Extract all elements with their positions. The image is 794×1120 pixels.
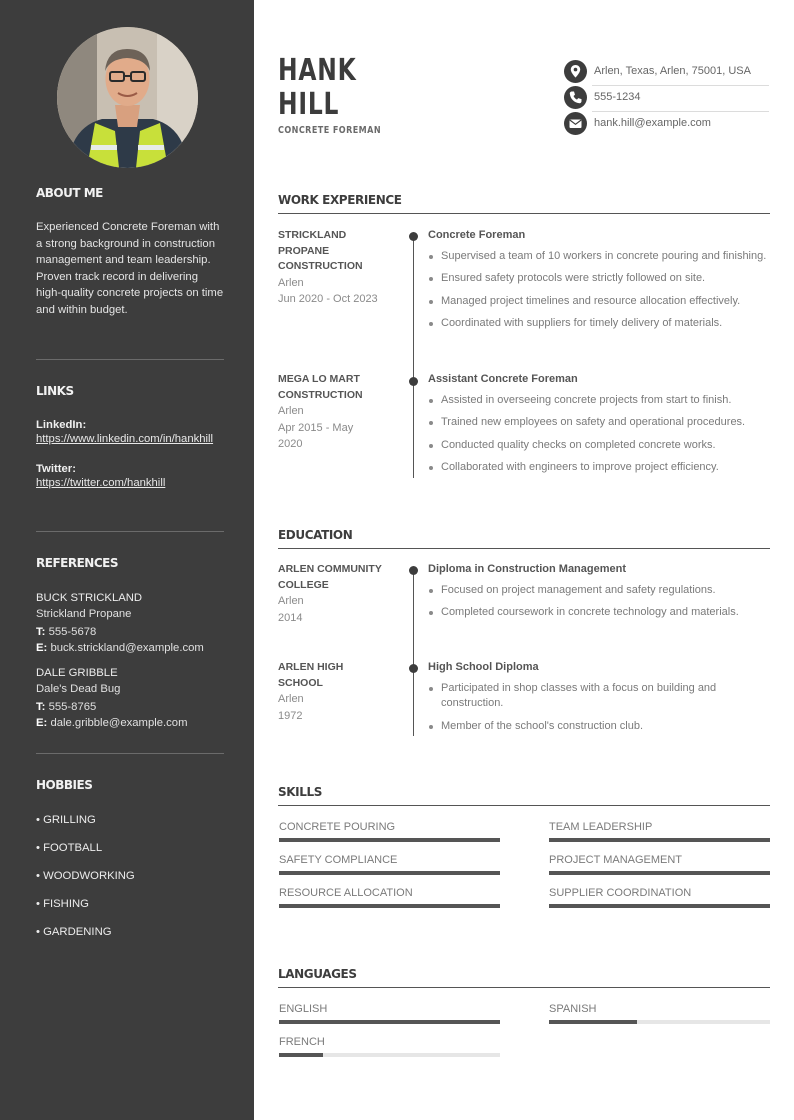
skill-bar <box>279 871 500 875</box>
work-heading: WORK EXPERIENCE <box>278 193 402 207</box>
achievement-list <box>428 681 770 734</box>
divider <box>278 213 770 214</box>
reference-email-value: buck.strickland@example.com <box>50 641 204 654</box>
reference-item <box>36 591 224 656</box>
skill-item <box>279 886 500 908</box>
link-item-twitter <box>36 463 224 492</box>
twitter-link[interactable]: https://twitter.com/hankhill <box>36 476 166 489</box>
achievement-item: Participated in shop classes with a focus on building and construction. <box>428 681 770 712</box>
reference-company: Dale's Dead Bug <box>36 682 121 695</box>
portrait-photo-icon <box>57 27 198 168</box>
email-text: hank.hill@example.com <box>594 117 711 129</box>
location-pin-icon <box>564 60 587 83</box>
achievement-item: Completed coursework in concrete technology and materials. <box>428 605 770 620</box>
references-heading: REFERENCES <box>36 556 118 570</box>
profile-photo <box>57 27 198 168</box>
links-heading: LINKS <box>36 384 74 398</box>
divider <box>36 359 224 360</box>
linkedin-link[interactable]: https://www.linkedin.com/in/hankhill <box>36 433 214 445</box>
skill-bar <box>549 838 770 842</box>
email-label: E: <box>36 641 48 654</box>
references-section <box>36 556 224 731</box>
work-entry-left <box>278 372 396 453</box>
skill-label: RESOURCE ALLOCATION <box>279 887 413 899</box>
school-location: Arlen <box>278 693 304 705</box>
employer-location: Arlen <box>278 276 304 289</box>
reference-phone-value: 555-8765 <box>48 701 97 713</box>
reference-name: DALE GRIBBLE <box>36 667 118 679</box>
duty-item: Conducted quality checks on completed concrete works. <box>428 438 770 453</box>
education-heading: EDUCATION <box>278 528 353 542</box>
hobby-item: • GARDENING <box>36 926 112 938</box>
language-label: ENGLISH <box>279 1003 328 1015</box>
employer-location: Arlen <box>278 405 304 417</box>
skill-item <box>549 853 770 875</box>
timeline-line <box>413 570 414 736</box>
employer-name: STRICKLAND PROPANE CONSTRUCTION <box>278 229 363 272</box>
divider <box>36 531 224 532</box>
duty-item: Managed project timelines and resource allocation effectively. <box>428 294 770 309</box>
achievement-list <box>428 583 770 621</box>
hobby-item: • GRILLING <box>36 814 96 826</box>
language-label: FRENCH <box>279 1036 325 1048</box>
timeline-line <box>413 236 414 478</box>
skill-bar-fill <box>549 838 770 842</box>
phone-label: T: <box>36 701 46 713</box>
skill-label: CONCRETE POURING <box>279 821 396 833</box>
education-entry-left <box>278 660 396 724</box>
achievement-item: Focused on project management and safety regulations. <box>428 583 770 598</box>
reference-company: Strickland Propane <box>36 607 132 620</box>
skill-label: PROJECT MANAGEMENT <box>549 854 683 866</box>
duty-item: Supervised a team of 10 workers in concrete pouring and finishing. <box>428 249 770 264</box>
skill-label: SAFETY COMPLIANCE <box>279 854 398 866</box>
name-last: HILL <box>278 87 340 122</box>
hobby-item: • FOOTBALL <box>36 842 103 854</box>
timeline-dot <box>409 566 418 575</box>
divider <box>278 805 770 806</box>
job-title: CONCRETE FOREMAN <box>278 125 382 136</box>
work-entry-right <box>428 372 770 482</box>
language-item <box>279 1002 500 1024</box>
duty-item: Trained new employees on safety and operational procedures. <box>428 415 770 430</box>
work-entry-left <box>278 228 396 308</box>
language-bar-fill <box>549 1020 637 1024</box>
skill-bar <box>549 904 770 908</box>
skill-bar-fill <box>279 838 500 842</box>
skill-label: TEAM LEADERSHIP <box>549 821 653 833</box>
timeline-dot <box>409 232 418 241</box>
divider <box>278 548 770 549</box>
language-item <box>549 1002 770 1024</box>
skill-item <box>549 820 770 842</box>
skill-item <box>279 820 500 842</box>
hobbies-list <box>36 812 224 952</box>
role-title: Concrete Foreman <box>428 229 526 241</box>
skill-label: SUPPLIER COORDINATION <box>549 887 692 899</box>
reference-phone-value: 555-5678 <box>48 626 97 638</box>
skill-bar <box>279 904 500 908</box>
duty-item: Coordinated with suppliers for timely delivery of materials. <box>428 316 770 331</box>
link-item-linkedin <box>36 419 224 448</box>
reference-email-value: dale.gribble@example.com <box>50 716 188 729</box>
skill-bar <box>549 871 770 875</box>
degree-title: Diploma in Construction Management <box>428 563 627 575</box>
person-name <box>278 54 357 122</box>
employment-dates: Apr 2015 - May 2020 <box>278 421 354 450</box>
address-text: Arlen, Texas, Arlen, 75001, USA <box>594 65 751 77</box>
about-section <box>36 186 224 318</box>
duty-item: Ensured safety protocols were strictly followed on site. <box>428 271 770 286</box>
language-bar-fill <box>279 1053 323 1057</box>
skill-bar-fill <box>279 871 500 875</box>
duty-list <box>428 249 770 331</box>
links-section <box>36 384 224 491</box>
timeline-dot <box>409 377 418 386</box>
duty-item: Collaborated with engineers to improve project efficiency. <box>428 460 770 475</box>
school-name: ARLEN COMMUNITY COLLEGE <box>278 563 382 591</box>
language-item <box>279 1035 500 1057</box>
contact-phone <box>564 86 769 112</box>
about-heading: ABOUT ME <box>36 186 103 200</box>
divider <box>278 987 770 988</box>
graduation-year: 2014 <box>278 611 303 624</box>
school-name: ARLEN HIGH SCHOOL <box>278 661 344 689</box>
link-label: Twitter: <box>36 462 76 475</box>
hobby-item: • WOODWORKING <box>36 870 135 882</box>
hobby-item: • FISHING <box>36 898 89 910</box>
language-bar <box>279 1053 500 1057</box>
timeline-dot <box>409 664 418 673</box>
skill-bar-fill <box>279 904 500 908</box>
contact-address <box>564 60 769 86</box>
achievement-item: Member of the school's construction club. <box>428 719 770 734</box>
skill-item <box>549 886 770 908</box>
divider <box>36 753 224 754</box>
education-entry-right <box>428 562 770 628</box>
reference-phone <box>36 625 224 641</box>
main-content <box>278 0 770 1120</box>
language-bar-fill <box>279 1020 500 1024</box>
reference-phone <box>36 700 224 716</box>
education-entry-right <box>428 660 770 741</box>
skill-item <box>279 853 500 875</box>
link-label: LinkedIn: <box>36 419 87 431</box>
phone-icon <box>564 86 587 109</box>
reference-item <box>36 666 224 731</box>
name-first: HANK <box>278 53 357 88</box>
sidebar <box>0 0 254 1120</box>
hobbies-section <box>36 778 224 952</box>
school-location: Arlen <box>278 595 304 607</box>
language-bar <box>549 1020 770 1024</box>
employment-dates: Jun 2020 - Oct 2023 <box>278 293 378 305</box>
graduation-year: 1972 <box>278 709 303 722</box>
hobbies-heading: HOBBIES <box>36 778 93 792</box>
phone-text: 555-1234 <box>594 91 641 103</box>
envelope-icon <box>564 112 587 135</box>
role-title: Assistant Concrete Foreman <box>428 373 578 385</box>
skill-bar-fill <box>549 871 770 875</box>
degree-title: High School Diploma <box>428 661 539 673</box>
contact-email <box>564 112 769 138</box>
duty-item: Assisted in overseeing concrete projects from start to finish. <box>428 393 770 408</box>
education-entry-left <box>278 562 396 626</box>
reference-email <box>36 716 224 732</box>
about-text: Experienced Concrete Foreman with a strong background in construction management and team leadership. Proven track record in delivering high-quality concrete projects on time and within budget. <box>36 221 224 316</box>
reference-email <box>36 641 224 657</box>
skill-bar-fill <box>549 904 770 908</box>
work-entry-right <box>428 228 770 338</box>
phone-label: T: <box>36 626 46 638</box>
employer-name: MEGA LO MART CONSTRUCTION <box>278 373 363 401</box>
languages-heading: LANGUAGES <box>278 967 357 981</box>
reference-name: BUCK STRICKLAND <box>36 592 143 604</box>
language-bar <box>279 1020 500 1024</box>
email-label: E: <box>36 716 48 729</box>
skills-heading: SKILLS <box>278 785 322 799</box>
language-label: SPANISH <box>549 1003 597 1015</box>
skill-bar <box>279 838 500 842</box>
duty-list <box>428 393 770 475</box>
